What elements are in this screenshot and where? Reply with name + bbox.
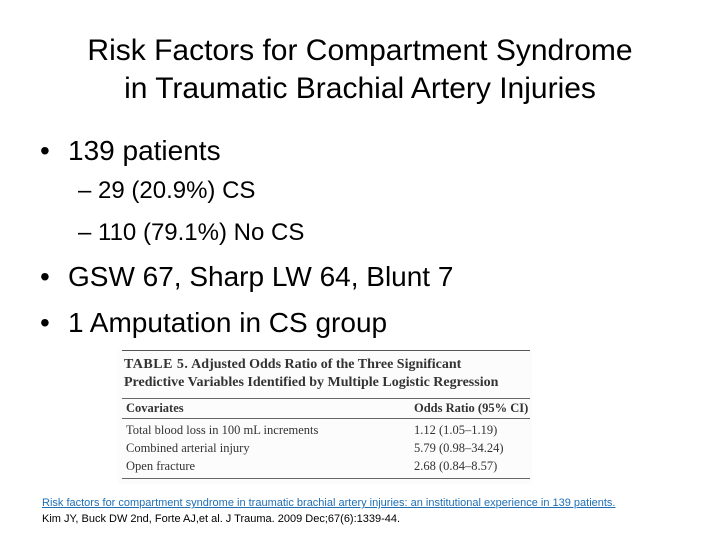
bullet-text: 1 Amputation in CS group — [68, 307, 388, 338]
table-header-top-rule — [122, 398, 530, 399]
table-header-row — [126, 400, 529, 416]
bullet-dot-icon: • — [40, 307, 50, 338]
slide-title-line-1: Risk Factors for Compartment Syndrome — [87, 34, 633, 67]
table-bottom-rule — [122, 478, 530, 479]
bullet-patients — [40, 134, 221, 168]
slide-title — [20, 32, 700, 108]
column-header-covariates: Covariates — [126, 401, 184, 415]
sub-item-cs: – 29 (20.9%) CS — [78, 177, 256, 204]
citation-reference: Kim JY, Buck DW 2nd, Forte AJ,et al. J Trauma. 2009 Dec;67(6):1339-44. — [42, 513, 401, 525]
table-row — [126, 458, 526, 474]
sub-item-no-cs: – 110 (79.1%) No CS — [78, 219, 305, 246]
table-cell-covariate: Combined arterial injury — [126, 441, 250, 455]
table-header-bottom-rule — [122, 418, 530, 419]
table-cell-odds-ratio: 1.12 (1.05–1.19) — [414, 423, 498, 437]
slide-title-line-2: in Traumatic Brachial Artery Injuries — [124, 72, 596, 105]
bullet-dot-icon: • — [40, 261, 50, 292]
table-caption-line-1: Adjusted Odds Ratio of the Three Significant — [191, 357, 462, 372]
bullet-text: 139 patients — [68, 135, 221, 166]
table-caption-line-2: Predictive Variables Identified by Multiple Logistic Regression — [124, 375, 499, 390]
table-cell-odds-ratio: 5.79 (0.98–34.24) — [414, 441, 504, 455]
column-header-odds-ratio: Odds Ratio (95% CI) — [414, 401, 529, 415]
table-row — [126, 422, 526, 438]
bullet-amputation — [40, 306, 387, 340]
table-cell-covariate: Open fracture — [126, 459, 196, 473]
table-top-rule — [122, 350, 530, 351]
bullet-dot-icon: • — [40, 135, 50, 166]
citation-link[interactable]: Risk factors for compartment syndrome in traumatic brachial artery injuries: an institutional experience in 139 patients. — [42, 497, 616, 509]
table-row — [126, 440, 526, 456]
table-cell-covariate: Total blood loss in 100 mL increments — [126, 423, 319, 437]
table-cell-odds-ratio: 2.68 (0.84–8.57) — [414, 459, 498, 473]
table-caption-label: TABLE 5. — [124, 357, 189, 372]
bullet-text: GSW 67, Sharp LW 64, Blunt 7 — [68, 261, 454, 292]
bullet-mechanism — [40, 260, 453, 294]
table-caption — [124, 356, 528, 392]
odds-ratio-table-image — [118, 350, 532, 484]
